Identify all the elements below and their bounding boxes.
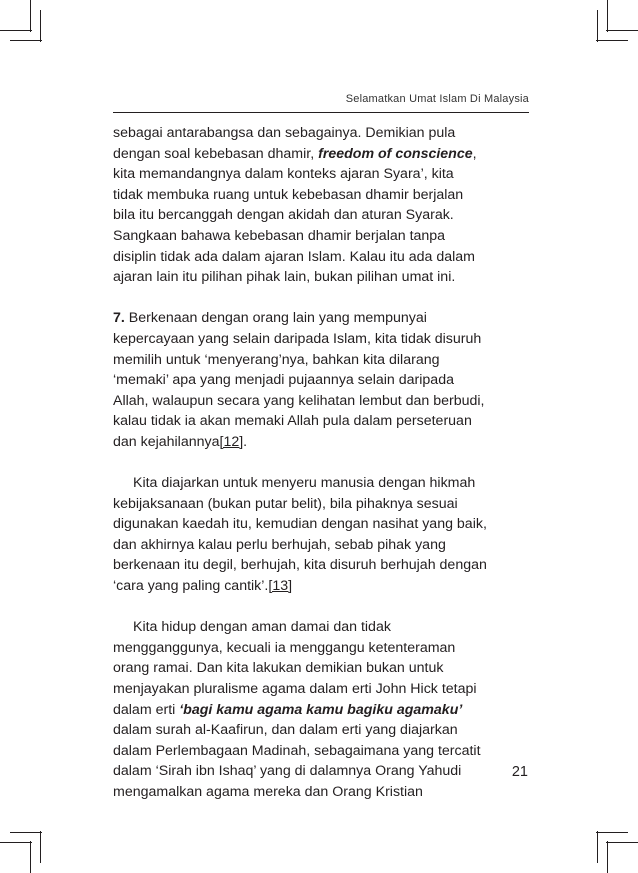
text-line: sebagai antarabangsa dan sebagainya. Demikian pula — [113, 125, 456, 141]
emphasis-text: ‘bagi kamu agama kamu bagiku agamaku’ — [179, 701, 463, 718]
crop-mark — [30, 841, 31, 873]
text-span: , — [472, 145, 477, 162]
text-line: kita memandangnya dalam konteks ajaran Syara’, kita — [113, 166, 454, 183]
paragraph-4 — [113, 617, 543, 802]
crop-mark — [10, 40, 42, 41]
crop-mark — [30, 0, 31, 32]
text-line: dan akhirnya kalau perlu berhujah, sebab pihak yang — [113, 536, 446, 553]
text-line: Sangkaan bahawa kebebasan dhamir berjalan tanpa — [113, 227, 446, 244]
text-line: ‘memaki’ apa yang menjadi pujaannya selain daripada — [113, 372, 454, 389]
text-span: . — [243, 433, 248, 450]
paragraph-gap — [113, 597, 543, 618]
paragraph-3 — [113, 473, 543, 597]
text-span: dan kejahilannya — [113, 433, 220, 450]
crop-mark — [606, 842, 638, 843]
text-line: mengganggunya, kecuali ia menggangu ketenteraman — [113, 639, 456, 656]
crop-mark — [596, 40, 628, 41]
crop-mark — [597, 10, 598, 42]
crop-mark — [607, 0, 608, 32]
text-line: bila itu bercanggah dengan akidah dan aturan Syarak. — [113, 207, 454, 224]
text-line: Kita hidup dengan aman damai dan tidak — [133, 619, 391, 636]
text-line: Kita diajarkan untuk menyeru manusia dengan hikmah — [133, 475, 476, 492]
crop-mark — [606, 30, 638, 31]
paragraph-gap — [113, 288, 543, 309]
paragraph-1 — [113, 123, 543, 288]
text-span: dalam erti — [113, 701, 180, 718]
text-line — [113, 700, 543, 721]
text-line: ajaran lain itu pilihan pihak lain, bukan pilihan umat ini. — [113, 269, 456, 286]
text-line: disiplin tidak ada dalam ajaran Islam. Kalau itu ada dalam — [113, 248, 475, 265]
text-span: ‘cara yang paling cantik’. — [113, 578, 269, 595]
paragraph-gap — [113, 453, 543, 474]
text-line: menjayakan pluralisme agama dalam erti John Hick tetapi — [113, 681, 477, 698]
crop-mark — [0, 842, 32, 843]
emphasis-text: freedom of conscience — [318, 145, 473, 162]
text-line: dalam Perlembagaan Madinah, sebagaimana yang tercatit — [113, 742, 481, 759]
text-line — [113, 144, 543, 165]
text-line: orang ramai. Dan kita lakukan demikian bukan untuk — [113, 660, 444, 677]
text-span: Berkenaan dengan orang lain yang mempunyai — [124, 310, 427, 327]
text-line — [113, 576, 543, 597]
crop-mark — [597, 831, 598, 863]
page-number: 21 — [511, 764, 528, 780]
crop-mark — [40, 831, 41, 863]
footnote-link-12[interactable]: [12] — [219, 433, 244, 450]
text-line: memilih untuk ‘menyerang’nya, bahkan kita dilarang — [113, 351, 440, 368]
crop-mark — [607, 841, 608, 873]
text-line: digunakan kaedah itu, kemudian dengan nasihat yang baik, — [113, 516, 487, 533]
text-line: Allah, walaupun secara yang kelihatan lembut dan berbudi, — [113, 392, 485, 409]
crop-mark — [10, 832, 42, 833]
crop-mark — [40, 10, 41, 42]
text-span: dengan soal kebebasan dhamir, — [113, 145, 319, 162]
text-line: kalau tidak ia akan memaki Allah pula dalam perseteruan — [113, 413, 472, 430]
text-line: tidak membuka ruang untuk kebebasan dhamir berjalan — [113, 186, 464, 203]
header-rule — [113, 112, 529, 113]
text-line: kepercayaan yang selain daripada Islam, kita tidak disuruh — [113, 330, 482, 347]
text-line: berkenaan itu degil, berhujah, kita disuruh berhujah dengan — [113, 557, 487, 574]
paragraph-2 — [113, 308, 543, 452]
text-line: dalam ‘Sirah ibn Ishaq’ yang di dalamnya Orang Yahudi — [113, 763, 462, 780]
running-header: Selamatkan Umat Islam Di Malaysia — [345, 93, 529, 105]
crop-mark — [0, 30, 32, 31]
text-line: kebijaksanaan (bukan putar belit), bila pihaknya sesuai — [113, 495, 458, 512]
footnote-link-13[interactable]: [13] — [268, 578, 293, 595]
body-text — [113, 123, 543, 803]
crop-mark — [596, 832, 628, 833]
text-line: mengamalkan agama mereka dan Orang Kristian — [113, 784, 423, 800]
item-number: 7. — [113, 310, 125, 327]
text-line — [113, 432, 543, 453]
text-line: dalam surah al-Kaafirun, dan dalam erti yang diajarkan — [113, 722, 458, 739]
text-line — [113, 308, 543, 329]
